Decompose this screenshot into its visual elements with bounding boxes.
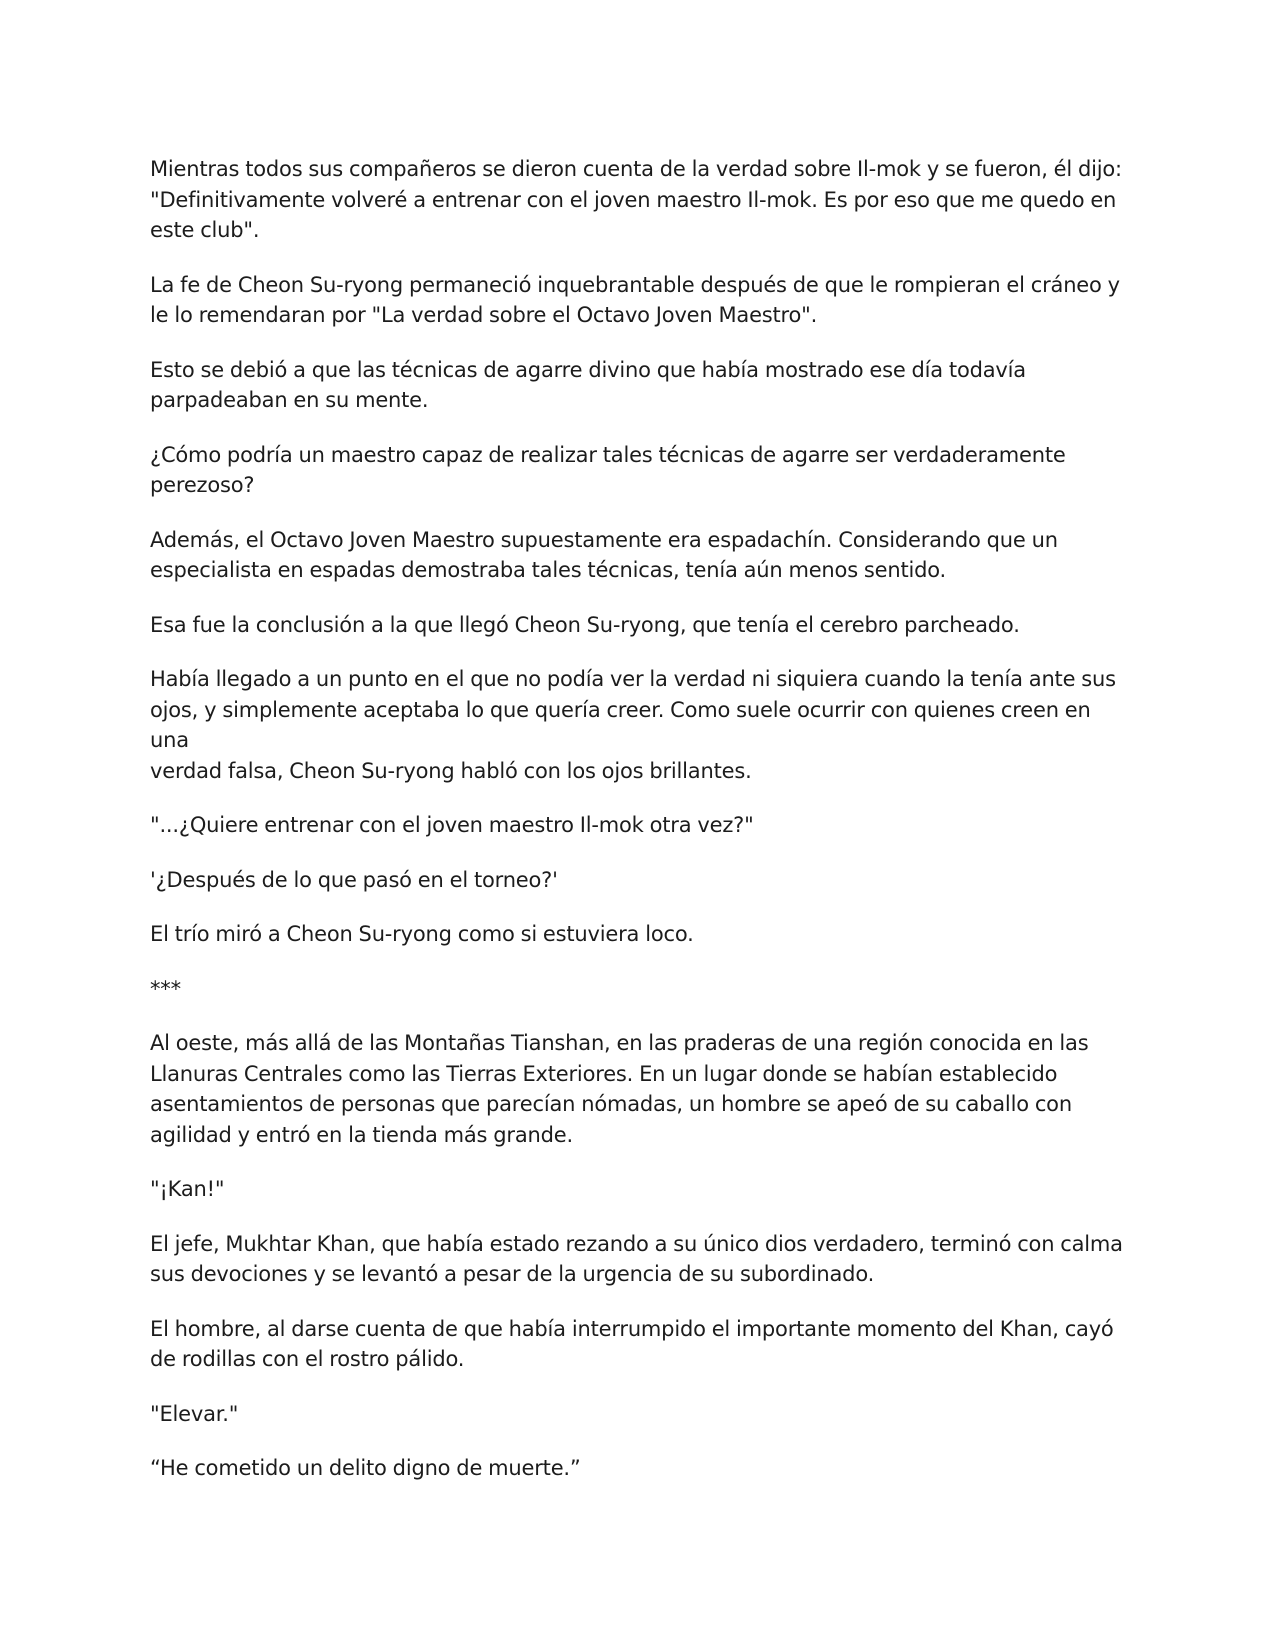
paragraph: El hombre, al darse cuenta de que había interrumpido el importante momento del Khan, cayó de rodillas con el rostro pálido. <box>150 1316 1114 1371</box>
scene-break: *** <box>150 976 181 1001</box>
paragraph: Esa fue la conclusión a la que llegó Cheon Su-ryong, que tenía el cerebro parcheado. <box>150 612 1020 637</box>
paragraph: El trío miró a Cheon Su-ryong como si estuviera loco. <box>150 922 694 946</box>
paragraph: "Elevar." <box>150 1401 239 1426</box>
paragraph: La fe de Cheon Su-ryong permaneció inquebrantable después de que le rompieran el cráneo y le lo remendaran por "La verdad sobre el Octavo Joven Maestro". <box>150 272 1120 327</box>
paragraph: Había llegado a un punto en el que no podía ver la verdad ni siquiera cuando la tenía ante sus ojos, y simplemente aceptaba lo que quería creer. Como suele ocurrir con quienes creen en una verdad falsa, Cheon Su-ryong habló con los ojos brillantes. <box>150 667 1116 783</box>
paragraph: "¡Kan!" <box>150 1177 225 1201</box>
paragraph: '¿Después de lo que pasó en el torneo?' <box>150 867 558 892</box>
paragraph: “He cometido un delito digno de muerte.” <box>150 1456 581 1480</box>
document-body <box>150 154 1130 1508</box>
paragraph: Esto se debió a que las técnicas de agarre divino que había mostrado ese día todavía parpadeaban en su mente. <box>150 357 1026 412</box>
paragraph: Además, el Octavo Joven Maestro supuestamente era espadachín. Considerando que un especialista en espadas demostraba tales técnicas, tenía aún menos sentido. <box>150 527 1058 582</box>
paragraph: El jefe, Mukhtar Khan, que había estado rezando a su único dios verdadero, terminó con calma sus devociones y se levantó a pesar de la urgencia de su subordinado. <box>150 1231 1123 1286</box>
paragraph: "...¿Quiere entrenar con el joven maestro Il-mok otra vez?" <box>150 813 754 837</box>
paragraph: Al oeste, más allá de las Montañas Tianshan, en las praderas de una región conocida en las Llanuras Centrales como las Tierras Exteriores. En un lugar donde se habían establecido asentamientos de personas que parecían nómadas, un hombre se apeó de su caballo con agilidad y entró en la tienda más grande. <box>150 1031 1089 1147</box>
paragraph: Mientras todos sus compañeros se dieron cuenta de la verdad sobre Il-mok y se fueron, él dijo: "Definitivamente volveré a entrenar con el joven maestro Il-mok. Es por eso que me quedo en este club". <box>150 157 1122 242</box>
paragraph: ¿Cómo podría un maestro capaz de realizar tales técnicas de agarre ser verdaderamente perezoso? <box>150 442 1066 497</box>
